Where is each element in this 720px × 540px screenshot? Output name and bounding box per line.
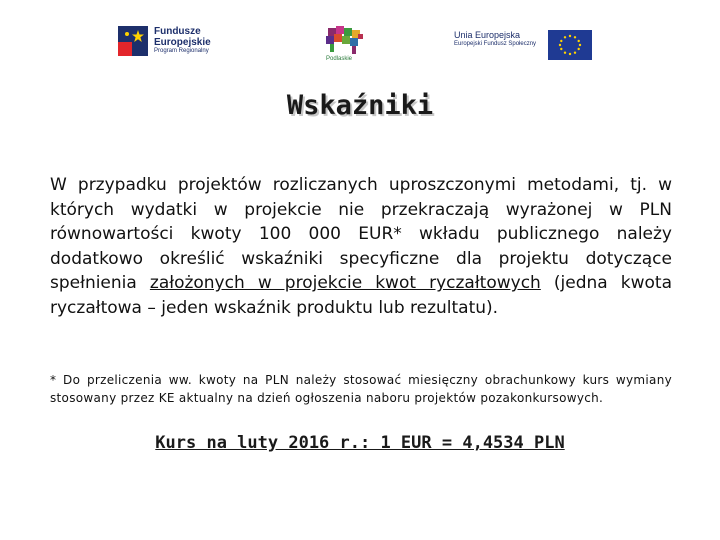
stars-flag-icon bbox=[118, 26, 148, 56]
podlaskie-label: Podlaskie bbox=[326, 56, 353, 62]
paragraph-text-after: (jedna kwota ryczałtowa – jeden wskaźnik produktu lub rezultatu). bbox=[50, 273, 672, 318]
ue-logo-line1: Unia Europejska bbox=[454, 30, 521, 40]
main-paragraph bbox=[50, 173, 672, 321]
fe-logo-line2: Europejskie bbox=[154, 37, 211, 48]
paragraph-underlined-text: założonych w projekcie kwot ryczałtowych bbox=[149, 273, 541, 294]
ue-logo-line2: Europejski Fundusz Społeczny bbox=[454, 41, 537, 48]
page-title: Wskaźniki bbox=[286, 90, 434, 121]
eu-flag-icon bbox=[548, 30, 592, 60]
logo-bar bbox=[0, 0, 720, 90]
fe-logo-line3: Program Regionalny bbox=[154, 48, 209, 54]
exchange-rate: Kurs na luty 2016 r.: 1 EUR = 4,4534 PLN bbox=[155, 433, 565, 453]
fundusze-europejskie-logo bbox=[118, 18, 238, 70]
footnote: * Do przeliczenia ww. kwoty na PLN należy stosować miesięczny obrachunkowy kurs wymiany stosowany przez KE aktualny na dzień ogłoszenia naboru projektów pozakonkursowych. bbox=[50, 373, 672, 405]
bison-mosaic-icon bbox=[322, 22, 366, 56]
fe-logo-line1: Fundusze bbox=[154, 26, 201, 37]
podlaskie-logo bbox=[322, 22, 372, 70]
paragraph-text-before: W przypadku projektów rozliczanych uproszczonymi metodami, tj. w których wydatki w projekcie nie przekraczają wyrażonej w PLN równowartości kwoty 100 000 EUR* wkładu publicznego należy dodatkowo określić wskaźniki specyficzne dla projektu dotyczące spełnienia bbox=[50, 175, 672, 294]
unia-europejska-logo bbox=[450, 26, 600, 66]
